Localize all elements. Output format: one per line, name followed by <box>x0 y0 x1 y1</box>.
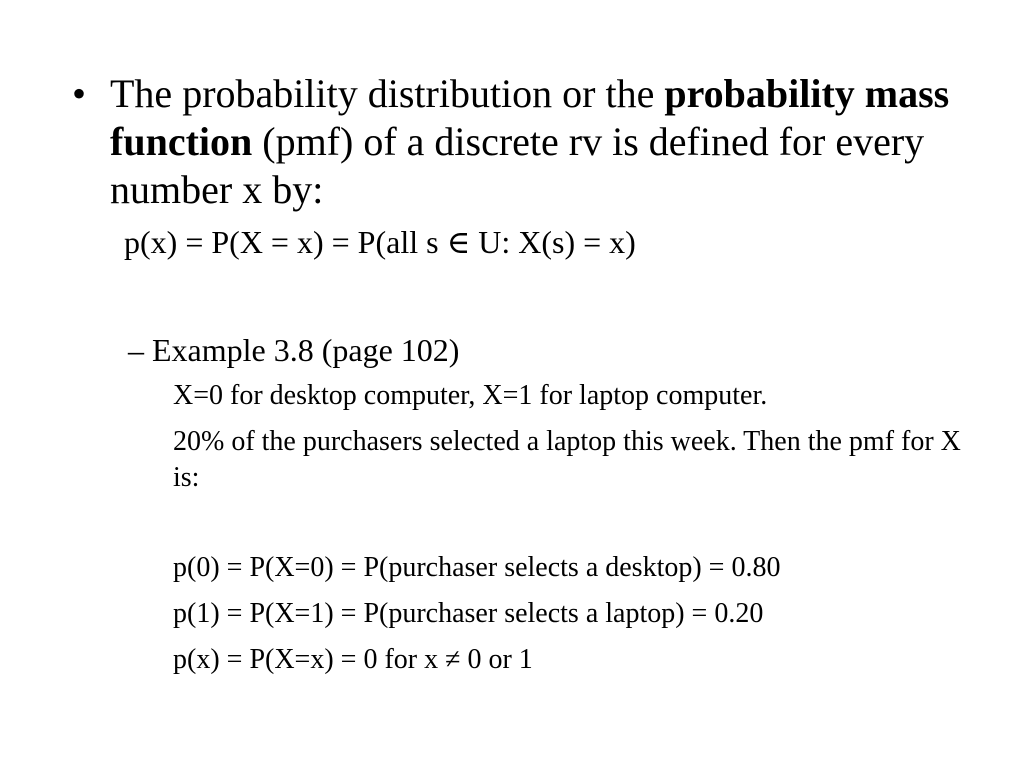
bullet-text-after: (pmf) of a discrete rv is defined for every number x by: <box>110 119 925 212</box>
pmf-line-1: p(1) = P(X=1) = P(purchaser selects a laptop) = 0.20 <box>173 598 764 629</box>
pmf-line-2: p(x) = P(X=x) = 0 for x ≠ 0 or 1 <box>173 644 533 675</box>
bullet-text-before: The probability distribution or the <box>110 71 665 116</box>
main-bullet <box>72 70 972 214</box>
example-heading: – Example 3.8 (page 102) <box>128 332 460 368</box>
bullet-marker: • <box>72 71 87 116</box>
pmf-definition-formula: p(x) = P(X = x) = P(all s ∈ U: X(s) = x) <box>124 224 636 260</box>
main-bullet-text <box>110 70 970 214</box>
example-line-1: X=0 for desktop computer, X=1 for laptop computer. <box>173 380 768 411</box>
bullet-bold-term: probability mass function <box>110 71 950 164</box>
pmf-line-0: p(0) = P(X=0) = P(purchaser selects a desktop) = 0.80 <box>173 552 781 583</box>
example-line-2: 20% of the purchasers selected a laptop this week. Then the pmf for X is: <box>173 426 961 493</box>
